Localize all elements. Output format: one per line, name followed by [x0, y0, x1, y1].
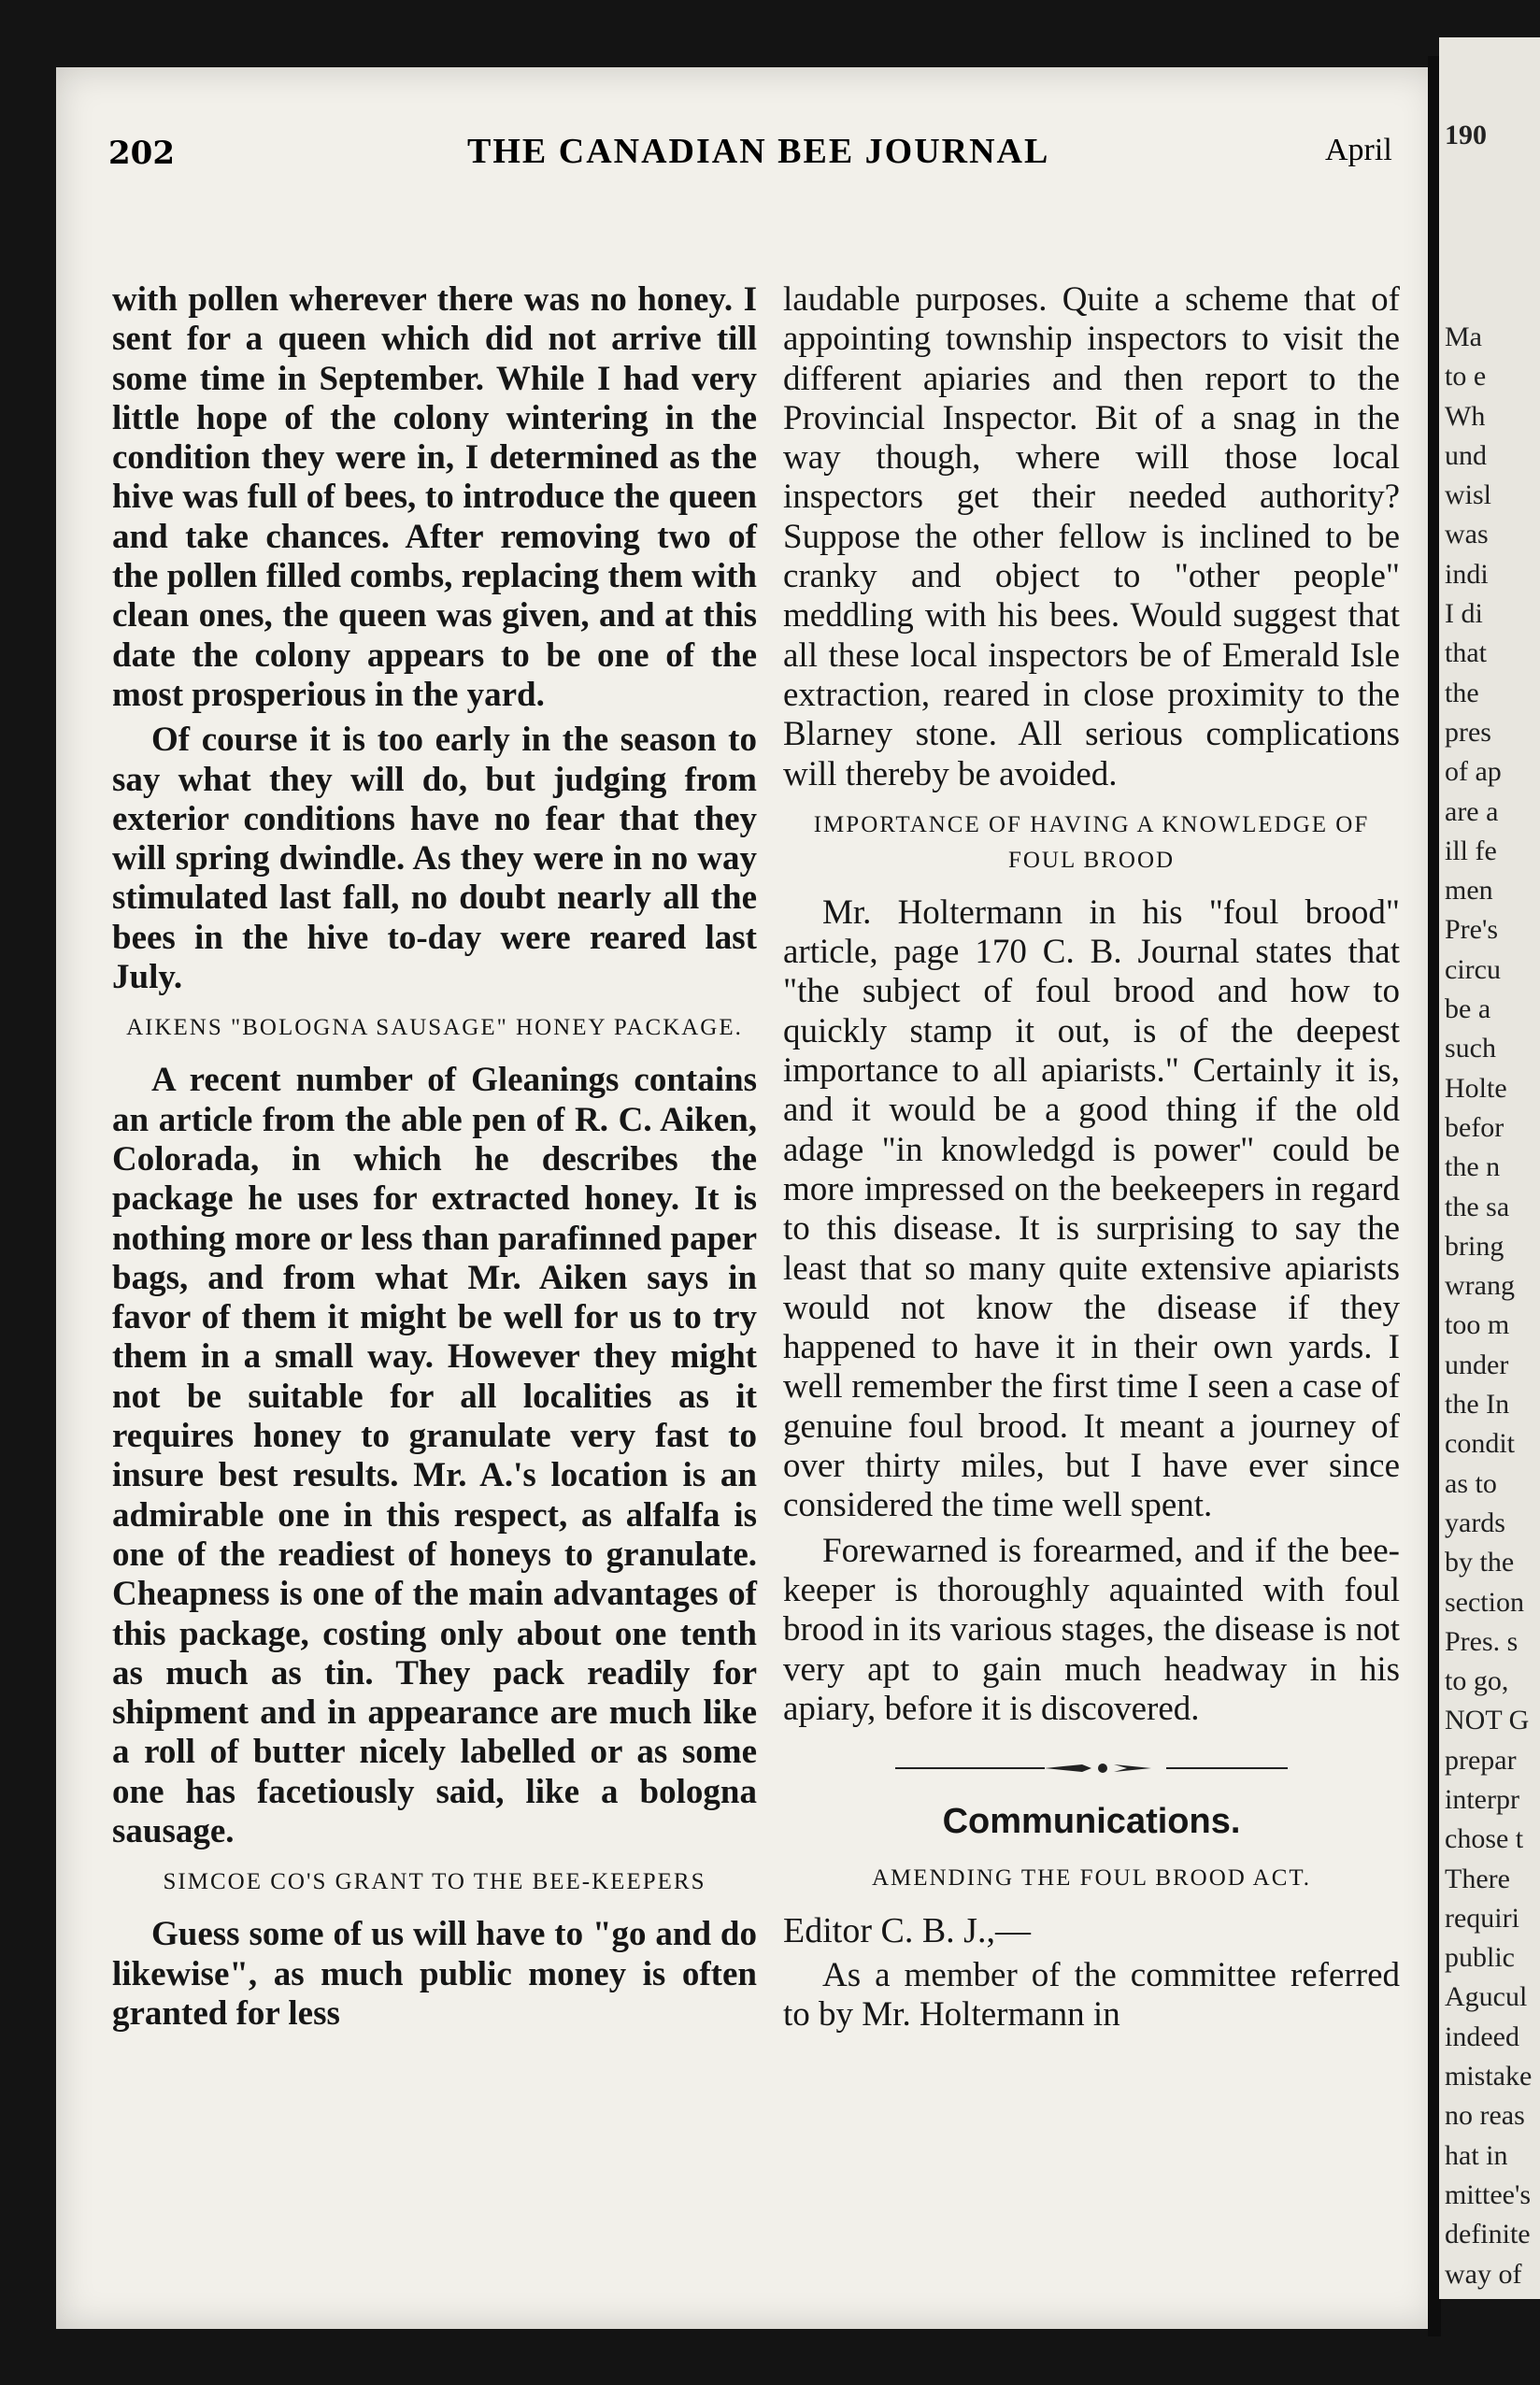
- section-heading: AMENDING THE FOUL BROOD ACT.: [871, 1864, 1312, 1891]
- adjacent-line: wisl: [1445, 479, 1492, 511]
- adjacent-line: mistake: [1445, 2061, 1533, 2092]
- adjacent-line: be a: [1445, 993, 1491, 1025]
- adjacent-line: Ma: [1445, 321, 1482, 352]
- paragraph: Guess some of us will have to "go and do likewise", as much public money is often granted for less: [112, 1915, 757, 2033]
- adjacent-line: Holte: [1445, 1072, 1507, 1104]
- adjacent-line: definite: [1445, 2219, 1531, 2250]
- adjacent-line: prepar: [1445, 1744, 1517, 1776]
- section-heading: IMPORTANCE OF HAVING A KNOWLEDGE OF FOUL BROOD: [813, 811, 1370, 873]
- adjacent-line: way of: [1445, 2258, 1522, 2290]
- adjacent-line: und: [1445, 439, 1487, 471]
- adjacent-line: Pres. s: [1445, 1625, 1519, 1657]
- communications-title: Communications.: [942, 1802, 1241, 1842]
- paragraph: As a member of the committee referred to by Mr. Holtermann in: [783, 1955, 1400, 2035]
- adjacent-line: I di: [1445, 598, 1483, 630]
- adjacent-line: NOT G: [1445, 1705, 1530, 1736]
- adjacent-line: interpr: [1445, 1783, 1519, 1815]
- paragraph: A recent number of Gleanings contains an article from the able pen of R. C. Aiken, Colorada, in which he describes the package he uses for extracted honey. It is nothing more or less than parafinned paper bags, and from what Mr. Aiken says in favor of them it might be well for us to try them in a small way. However they might not be suitable for all localities as it requires honey to granulate very fast to insure best results. Mr. A.'s location is an admirable one in this respect, as alfalfa is one of the readiest of honeys to granulate. Cheapness is one of the main advantages of this package, costing only about one tenth as much as tin. They pack readily for shipment and in appearance are much like a roll of butter nicely labelled or as some one has facetiously said, like a bologna sausage.: [112, 1061, 757, 1850]
- adjacent-line: indi: [1445, 558, 1489, 590]
- adjacent-line: condit: [1445, 1428, 1515, 1460]
- journal-title: THE CANADIAN BEE JOURNAL: [467, 132, 1050, 171]
- adjacent-line: chose t: [1445, 1823, 1524, 1855]
- paragraph: Of course it is too early in the season to say what they will do, but judging from exterior conditions have no fear that they will spring dwindle. As they were in no way stimulated last fall, no doubt nearly all the bees in the hive to-day were reared last July.: [112, 721, 757, 997]
- salutation: Editor C. B. J.,—: [783, 1910, 1031, 1950]
- adjacent-line: to e: [1445, 361, 1487, 393]
- paragraph: with pollen wherever there was no honey. I sent for a queen which did not arrive till some time in September. While I had very little hope of the colony wintering in the condition they were in, I determined as the hive was full of bees, to introduce the queen and take chances. After removing two of the pollen filled combs, replacing them with clean ones, the queen was given, and at this date the colony appears to be one of the most prosperious in the yard.: [112, 280, 757, 714]
- adjacent-line: are a: [1445, 795, 1499, 827]
- adjacent-line: the n: [1445, 1151, 1501, 1183]
- adjacent-line: under: [1445, 1349, 1509, 1380]
- adjacent-line: no reas: [1445, 2100, 1525, 2132]
- adjacent-line: section: [1445, 1586, 1524, 1618]
- adjacent-line: Wh: [1445, 400, 1486, 432]
- paragraph: Mr. Holtermann in his "foul brood" article, page 170 C. B. Journal states that "the subject of foul brood and how to quickly stamp it out, is of the deepest importance to all apiarists." Certainly it is, and it would be a good thing if the old adage "in knowledgd is power" could be more impressed on the beekeepers in regard to this disease. It is surprising to say the least that so many quite extensive apiarists would not know the disease if they happened to have it in their own yards. I well remember the first time I seen a case of genuine foul brood. It meant a journey of over thirty miles, but I have ever since considered the time well spent.: [783, 893, 1400, 1525]
- adjacent-line: public: [1445, 1942, 1515, 1974]
- adjacent-line: as to: [1445, 1467, 1497, 1499]
- page-number: 202: [108, 135, 175, 172]
- page-header: [0, 56, 1540, 187]
- adjacent-line: wrang: [1445, 1270, 1515, 1302]
- adjacent-page-fragment: [1439, 37, 1540, 2299]
- adjacent-line: of ap: [1445, 756, 1502, 788]
- adjacent-line: Agucul: [1445, 1981, 1528, 2013]
- adjacent-line: the In: [1445, 1389, 1510, 1421]
- right-column: [783, 280, 1400, 2041]
- paragraph: laudable purposes. Quite a scheme that of appointing township inspectors to visit the different apiaries and then report to the Provincial Inspector. Bit of a snag in the way though, where will those local inspectors get their needed authority? Suppose the other fellow is inclined to be cranky and object to "other people" meddling with his bees. Would suggest that all these local inspectors be of Emerald Isle extraction, reared in close proximity to the Blarney stone. All serious complications will thereby be avoided.: [783, 280, 1400, 793]
- adjacent-line: bring: [1445, 1230, 1504, 1262]
- adjacent-line: the: [1445, 677, 1479, 708]
- adjacent-page-lines: [1445, 318, 1532, 2294]
- ornamental-divider: [783, 1748, 1400, 1787]
- adjacent-line: too m: [1445, 1309, 1510, 1341]
- adjacent-line: men: [1445, 875, 1493, 907]
- section-heading: AIKENS "BOLOGNA SAUSAGE" HONEY PACKAGE.: [126, 1015, 743, 1041]
- adjacent-line: mittee's: [1445, 2178, 1532, 2210]
- adjacent-line: requiri: [1445, 1902, 1519, 1934]
- paragraph: Forewarned is forearmed, and if the bee-keeper is thoroughly aquainted with foul brood in its various stages, the disease is not very apt to gain much headway in his apiary, before it is discovered.: [783, 1531, 1400, 1728]
- left-column: [112, 280, 757, 2039]
- adjacent-line: There: [1445, 1863, 1510, 1894]
- adjacent-line: befor: [1445, 1111, 1504, 1143]
- section-heading: SIMCOE CO'S GRANT TO THE BEE-KEEPERS: [163, 1869, 706, 1895]
- divider-ornament-icon: [895, 1759, 1288, 1778]
- adjacent-line: to go,: [1445, 1665, 1509, 1697]
- adjacent-line: the sa: [1445, 1191, 1510, 1222]
- adjacent-line: ill fe: [1445, 835, 1497, 866]
- adjacent-page-number: 190: [1445, 120, 1487, 150]
- adjacent-line: pres: [1445, 716, 1491, 748]
- adjacent-line: indeed: [1445, 2021, 1519, 2052]
- adjacent-line: Pre's: [1445, 914, 1499, 946]
- adjacent-line: that: [1445, 637, 1487, 669]
- issue-month: April: [1325, 133, 1392, 167]
- adjacent-line: was: [1445, 519, 1489, 550]
- adjacent-line: circu: [1445, 953, 1501, 985]
- adjacent-line: by the: [1445, 1547, 1515, 1578]
- adjacent-line: such: [1445, 1033, 1496, 1064]
- adjacent-line: yards: [1445, 1507, 1505, 1538]
- adjacent-line: hat in: [1445, 2139, 1508, 2171]
